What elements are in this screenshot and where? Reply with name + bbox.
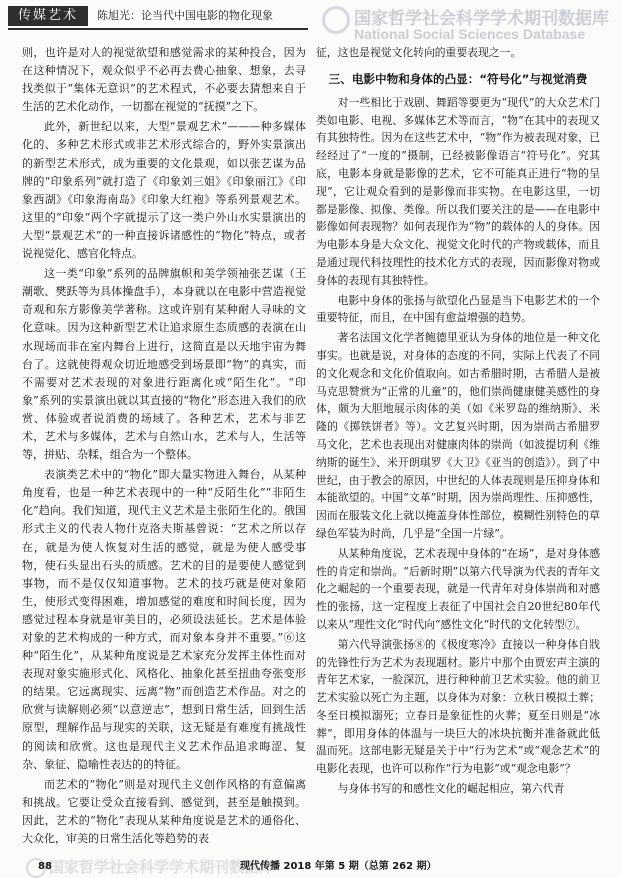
watermark-chinese-text: 国家哲学社会科学学术期刊数据库 bbox=[354, 9, 609, 28]
paragraph: 这一类“印象”系列的品牌旗帜和美学领袖张艺谋（王潮歌、樊跃等为具体操盘手），本身就以在电影中营造视觉奇观和东方影像美学著称。这或许别有某种耐人寻味的文化意味。因为这种新型艺术让追求原生态质感的表演在山水现场而非在室内舞台上进行，这简直是以天地宇宙为舞台了。这就使得观众切近地感受到场景即“物”的真实，而不需要对艺术表现的对象进行距离化或“陌生化”。“印象”系列的实景演出就以其直接的“物化”形态进入我们的欣赏、体验或者说消费的场域了。各种艺术，艺术与非艺术，艺术与多媒体，艺术与自然山水，艺术与人，生活等等，拼贴、杂糅，组合为一个整体。 bbox=[22, 267, 306, 462]
journal-brand-label: 传媒艺术 bbox=[8, 6, 88, 26]
page-footer bbox=[0, 856, 621, 878]
paragraph: 表演类艺术中的“物化”即大量实物进入舞台，从某种角度看，也是一种艺术表现中的一种“反陌生化”“非陌生化”趋向。我们知道，现代主义艺术是主张陌生化的。俄国形式主义的代表人物什克洛夫斯基曾说：“艺术之所以存在，就是为使人恢复对生活的感觉，就是为使人感受事物，使石头显出石头的质感。艺术的目的是要使人感觉到事物，而不是仅仅知道事物。艺术的技巧就是使对象陌生，使形式变得困难，增加感觉的难度和时间长度，因为感觉过程本身就是审美目的，必须设法延长。艺术是体验对象的艺术构成的一种方式，而对象本身并不重要。”⑥这种“陌生化”，从某种角度说是艺术家充分发挥主体性而对表现对象实施形式化、风格化、抽象化甚至扭曲夸张变形的结果。它远离现实、远离“物”而创造艺术作品。对之的欣赏与读解则必须“以意逆志”，想到日常生活，回到生活原型，理解作品与现实的关联，这无疑是有难度有挑战性的阅读和欣赏。这也是现代主义艺术作品追求晦涩、复杂、象征、隐喻性表达的的特征。 bbox=[22, 468, 306, 771]
paragraph: 第六代导演张扬⑧的《极度寒冷》直接以一种身体自戕的先锋性行为艺术为表现题材。影片中那个由贾宏声主演的青年艺术家，一脸深沉，进行种种前卫艺术实验。他的前卫艺术实验以死亡为主题，以身体为对象：立秋日模拟土葬；冬至日模拟溺死；立春日是象征性的火葬；夏至日则是“冰葬”，即用身体的体温与一块巨大的冰块抗衡并准备就此低温而死。这部电影无疑是关于中“行为艺术”或“观念艺术”的电影化表现，也许可以称作“行为电影”或“观念电影”？ bbox=[316, 637, 600, 776]
watermark-logo-icon bbox=[322, 6, 350, 34]
paragraph: 而艺术的“物化”则是对现代主义创作风格的有意偏离和挑战。它要让受众直接看到、感觉到，甚至是触摸到。因此，艺术的“物化”表现从某种角度说是艺术的通俗化、大众化，审美的日常生活化等趋势的表 bbox=[22, 777, 306, 846]
paragraph-continuation: 征，这也是视觉文化转向的重要表现之一。 bbox=[316, 46, 522, 59]
watermark-english-text: National Social Sciences Database bbox=[354, 26, 586, 42]
paragraph: 从某种角度说，艺术表现中身体的“在场”，是对身体感性的肯定和崇尚。“后新时期”以第六代导演为代表的青年文化之崛起的一个重要表现，就是一代青年对身体崇尚和对感性的张扬，这一定程度上表征了中国社会自20世纪80年代以来从“理性文化”时代向“感性文化”时代的文化转型⑦。 bbox=[316, 546, 600, 631]
page-number: 88 bbox=[38, 861, 52, 872]
section-heading: 三、电影中物和身体的凸显：“符号化”与视觉消费 bbox=[328, 71, 588, 86]
right-column bbox=[316, 44, 600, 800]
left-column bbox=[22, 44, 306, 850]
watermark-chinese-text: 国家哲学社会科学学术期刊数据库 bbox=[49, 858, 275, 876]
paragraph: 电影中身体的张扬与欲望化凸显是当下电影艺术的一个重要特征，而且，在中国有愈益增强的趋势。 bbox=[316, 293, 600, 325]
paragraph: 与身体书写的和感性文化的崛起相应，第六代青 bbox=[337, 782, 565, 796]
journal-citation: 现代传播 2018 年第 5 期（总第 262 期） bbox=[240, 861, 437, 872]
header-rule bbox=[8, 28, 308, 30]
page-header bbox=[0, 0, 621, 48]
paragraph: 著名法国文化学者鲍德里亚认为身体的地位是一种文化事实。也就是说，对身体的态度的不同，实际上代表了不同的文化观念和文化价值取向。如古希腊时期，古希腊人是被马克思赞赏为“正常的儿童”的，他们崇尚健康健美感性的身体，颇为大胆地展示肉体的美（如《米罗岛的维纳斯》、米隆的《掷铁饼者》等）。文艺复兴时期，因为崇尚古希腊罗马文化，艺术也表现出对健康肉体的崇尚（如波提切利《维纳斯的诞生》、米开朗琪罗《大卫》《亚当的创造》）。到了中世纪，由于教会的原因，中世纪的人体表现则是压抑身体和本能欲望的。中国“文革”时期，因为崇尚理性、压抑感性，因而在服装文化上就以掩盖身体性部位，模糊性别特色的草绿色军装为时尚，几乎是“全国一片绿”。 bbox=[316, 331, 600, 540]
paragraph: 此外，新世纪以来，大型“景观艺术”———种多媒体化的、多种艺术形式或非艺术形式综合的，野外实景演出的新型艺术形式，成为重要的文化景观，如以张艺谋为品牌的“印象系列”就打造了《印象刘三姐》《印象丽江》《印象西湖》《印象海南岛》《印象大红袍》等系列景观艺术。这里的“印象”两个字就提示了这一类户外山水实景演出的大型“景观艺术”的一种直接诉诸感性的“物化”特点，或者说视觉化、感官化特点。 bbox=[22, 120, 306, 261]
paragraph: 则，也许是对人的视觉欲望和感觉需求的某种投合，因为在这种情况下，观众似乎不必再去费心抽象、想象，去寻找类似于“集体无意识”的艺术程式，不必要去猜想来自于生活的艺术化动作，一切都在视觉的“抚摸”之下。 bbox=[22, 46, 306, 114]
running-title: 陈旭光：论当代中国电影的物化现象 bbox=[97, 9, 273, 22]
paragraph: 对一些相比于戏剧、舞蹈等要更为“现代”的大众艺术门类如电影、电视、多媒体艺术等而言，“物”在其中的表现又有其独特性。因为在这些艺术中，“物”作为被表现对象，已经经过了“一度的”摄制，已经被影像语言“符号化”。究其底，电影本身就是影像的艺术，它不可能真正进行“物的呈现”，它让观众看到的是影像而非实物。在电影这里，一切都是影像、拟像、类像。所以我们要关注的是——在电影中影像如何表现物？如何表现作为“物”的载体的人的身体。因为电影本身是大众文化、视觉文化时代的产物或载体，而且是通过现代科技理性的技术化方式的表现，因而影像对物或身体的表现有其独特性。 bbox=[316, 95, 600, 287]
database-watermark bbox=[322, 4, 618, 46]
